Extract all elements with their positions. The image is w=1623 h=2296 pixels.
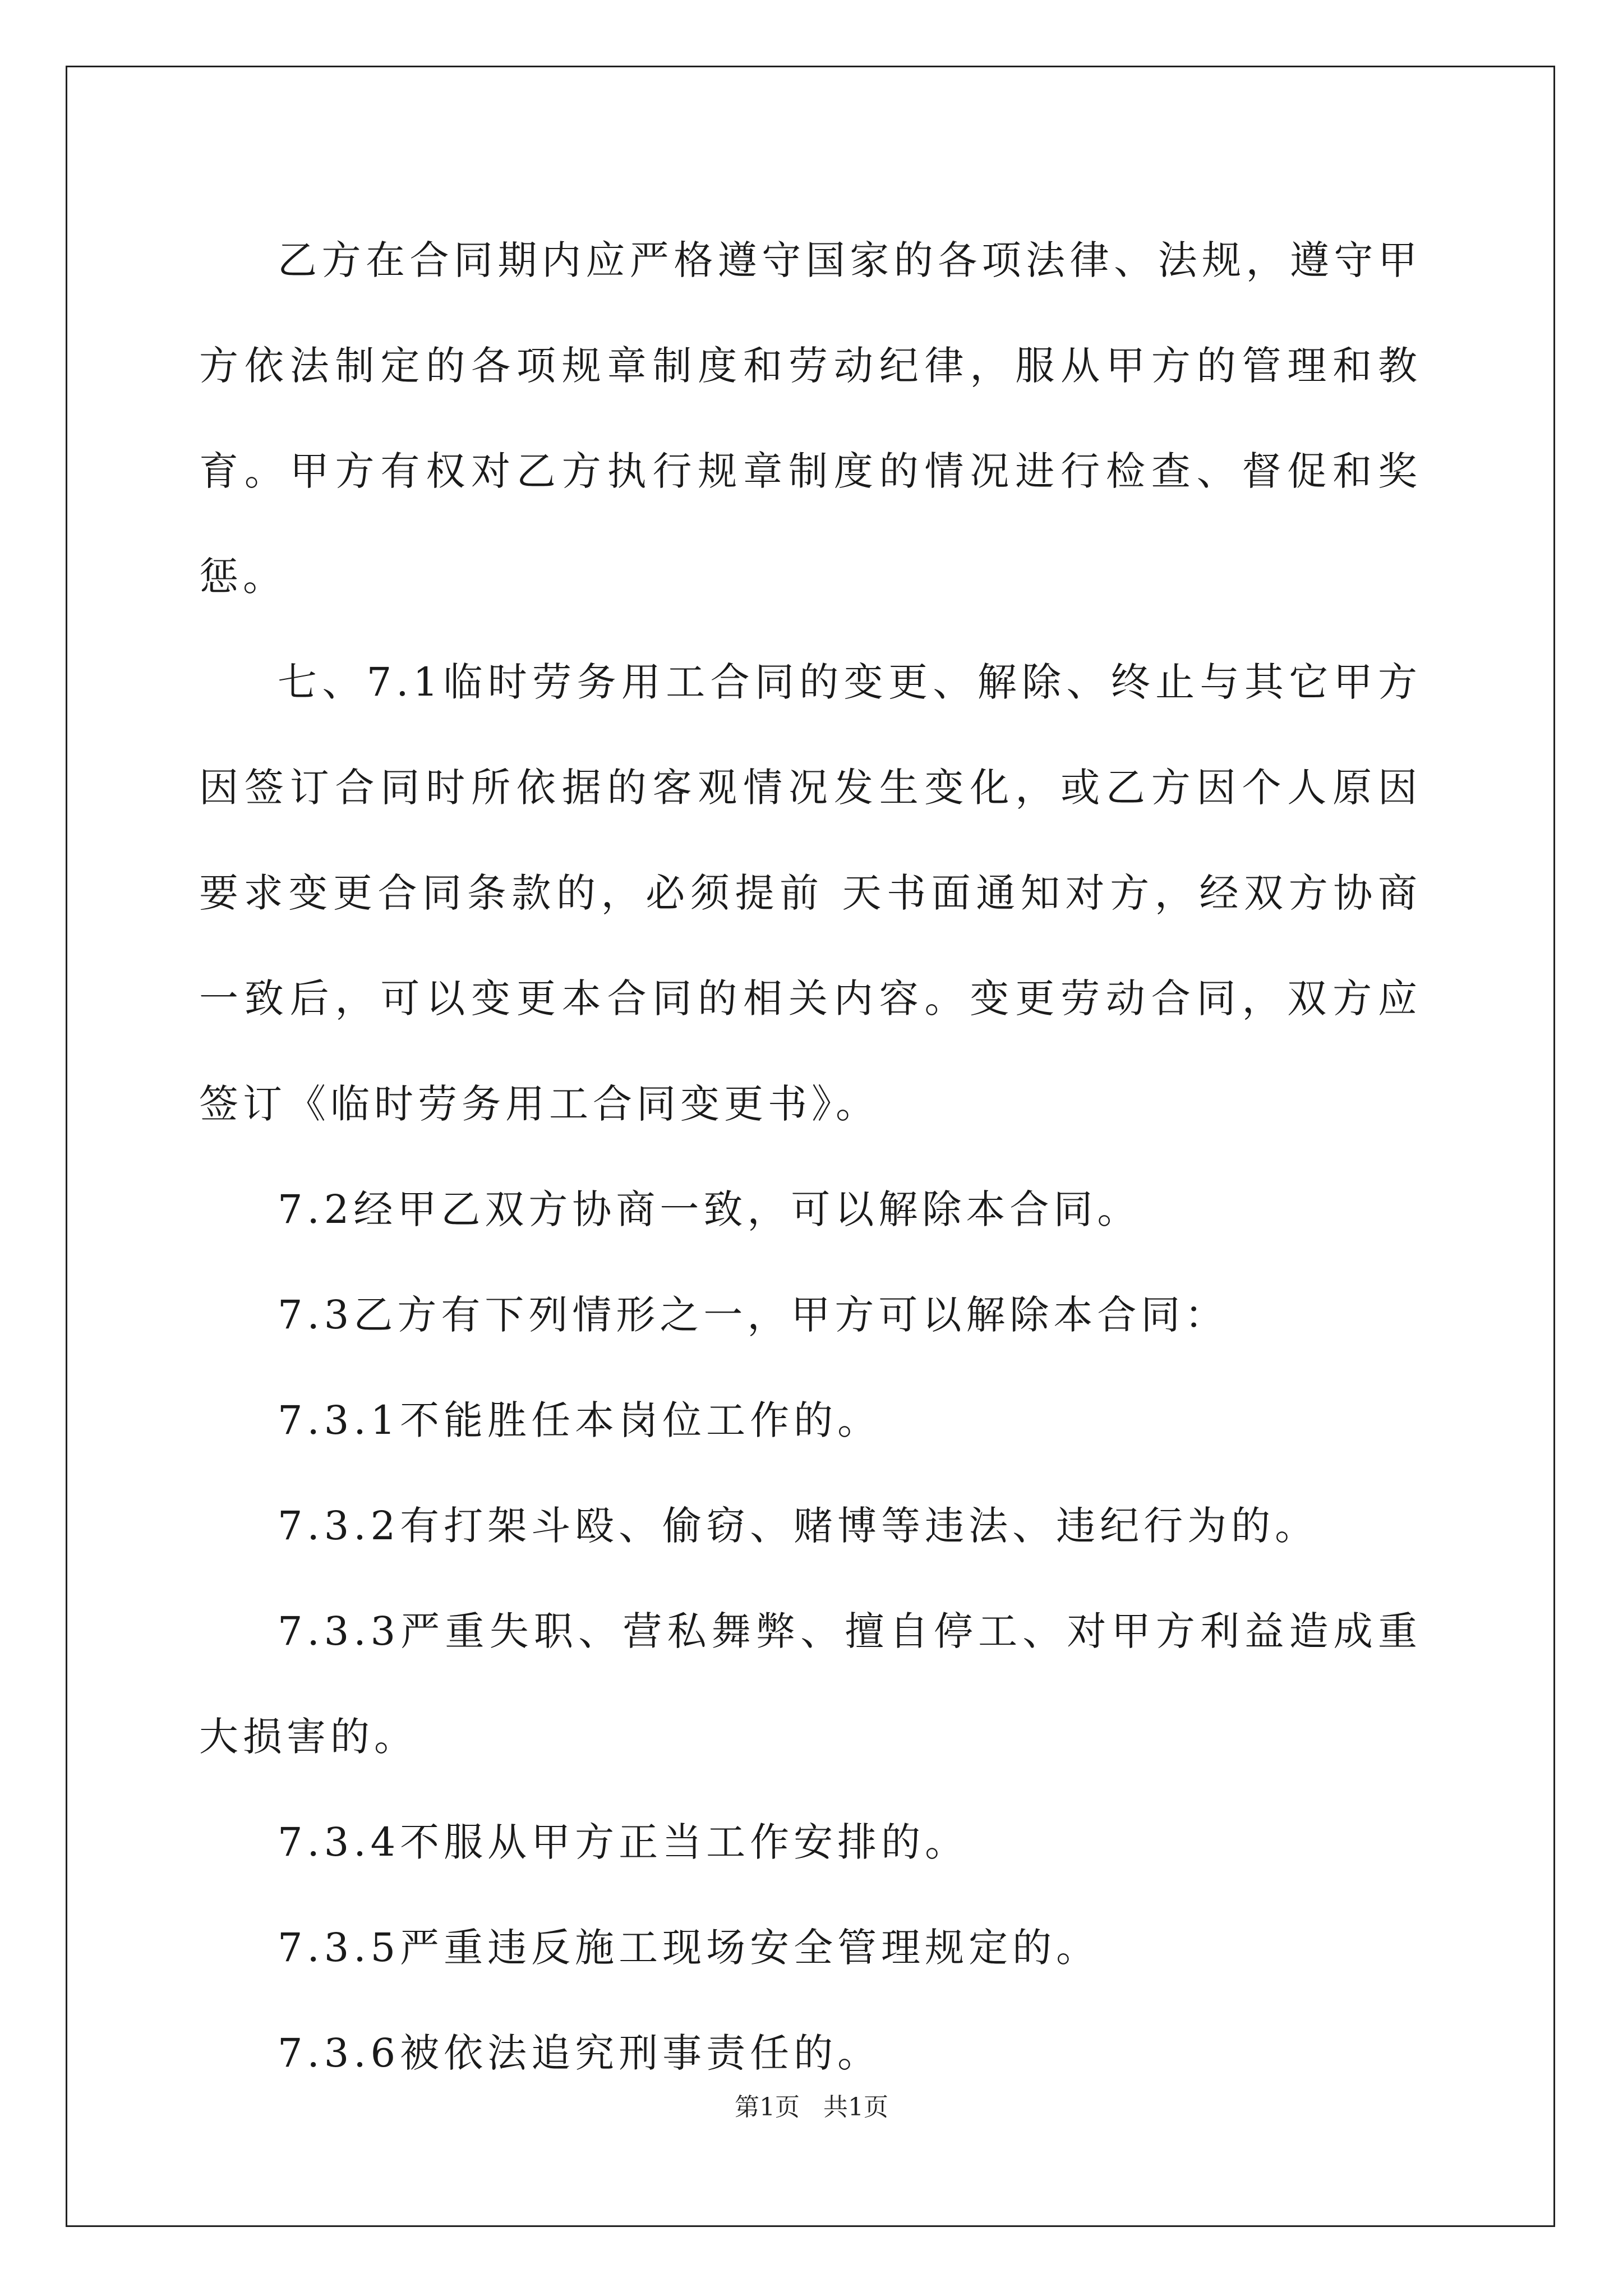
paragraph-compliance: 乙方在合同期内应严格遵守国家的各项法律、法规，遵守甲方依法制定的各项规章制度和劳动纪律，服从甲方的管理和教育。甲方有权对乙方执行规章制度的情况进行检查、督促和奖惩。: [199, 237, 1422, 600]
document-body: [199, 208, 1422, 2106]
paragraph-7-2: 7.2经甲乙双方协商一致，可以解除本合同。: [278, 1186, 1141, 1232]
paragraph-7-3-4: 7.3.4不服从甲方正当工作安排的。: [278, 1819, 969, 1865]
paragraph-7-3-5: 7.3.5严重违反施工现场安全管理规定的。: [278, 1925, 1100, 1971]
paragraph-7-1-contract-change: 七、7.1临时劳务用工合同的变更、解除、终止与其它甲方因签订合同时所依据的客观情况发生变化，或乙方因个人原因要求变更合同条款的，必须提前 天书面通知对方，经双方协商一致后，可以变更本合同的相关内容。变更劳动合同，双方应签订《临时劳务用工合同变更书》。: [199, 659, 1422, 1127]
page-number-total: 共1页: [823, 2093, 888, 2122]
paragraph-7-3-1: 7.3.1不能胜任本岗位工作的。: [278, 1397, 882, 1443]
paragraph-7-3-2: 7.3.2有打架斗殴、偷窃、赌博等违法、违纪行为的。: [278, 1503, 1319, 1549]
paragraph-7-3: 7.3乙方有下列情形之一，甲方可以解除本合同：: [278, 1292, 1229, 1338]
paragraph-7-3-6: 7.3.6被依法追究刑事责任的。: [278, 2030, 882, 2076]
page-number-current: 第1页: [735, 2093, 800, 2122]
page-footer: [0, 2087, 1623, 2123]
paragraph-7-3-3: 7.3.3严重失职、营私舞弊、擅自停工、对甲方利益造成重大损害的。: [199, 1608, 1422, 1760]
